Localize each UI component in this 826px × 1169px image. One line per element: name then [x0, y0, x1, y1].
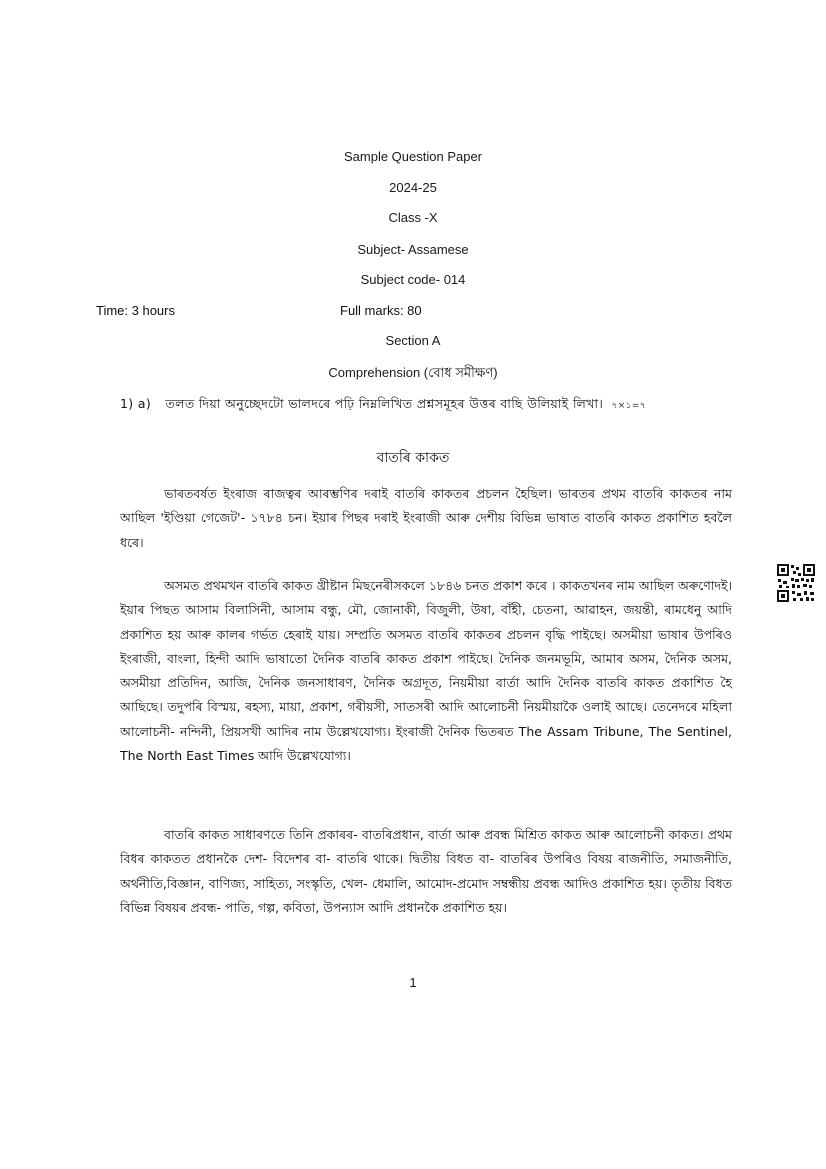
question-number: 1) a) — [120, 396, 152, 411]
paper-title: Sample Question Paper — [343, 149, 483, 164]
qr-code-icon — [776, 563, 816, 603]
question-marks: ৭×১=৭ — [611, 401, 646, 411]
subject-label: Subject- Assamese — [357, 242, 469, 257]
academic-year: 2024-25 — [389, 180, 437, 195]
paragraph-text: অসমত প্ৰথমখন বাতৰি কাকত খ্ৰীষ্টান মিছনেৰীসকলে ১৮৪৬ চনত প্ৰকাশ কৰে । কাকতখনৰ নাম আছিল অৰুণোদই। ইয়াৰ পিছত আসাম বিলাসিনী, আসাম বন্ধু, মৌ, জোনাকী, বিজুলী, উষা, বাঁহী, চেতনা, আৱাহন, জয়ন্তী, ৰামধেনু আদি প্ৰকাশিত হয় আৰু কালৰ গৰ্ভত হেৰাই যায়। সম্প্ৰতি অসমত বাতৰি কাকতৰ প্ৰচলন বৃদ্ধি পাইছে। অসমীয়া ভাষাৰ উপৰিও ইংৰাজী, বাংলা, হিন্দী আদি ভাষাতো দৈনিক বাতৰি কাকত প্ৰকাশ পাইছে। দৈনিক জনমভূমি, আমাৰ অসম, দৈনিক অসম, অসমীয়া প্ৰতিদিন, আজি, দৈনিক জনসাধাৰণ, দৈনিক অগ্ৰদূত, নিয়মীয়া বাৰ্তা আদি দৈনিক বাতৰি কাকত প্ৰকাশিত হৈ আছিছে। তদুপৰি বিস্ময়, ৰহস্য, মায়া, প্ৰকাশ, গৰীয়সী, সাতসৰী আদি আলোচনী নিয়মীয়াকৈ ওলাই আছে। তেনেদৰে মহিলা আলোচনী- নন্দিনী, প্ৰিয়সখী আদিৰ নাম উল্লেখযোগ্য। ইংৰাজী দৈনিক ভিতৰত The Assam Tribune, The Sentinel, The North East Times আদি উল্লেখযোগ্য। — [120, 578, 732, 764]
passage-heading: বাতৰি কাকত — [376, 450, 450, 466]
paragraph-text: বাতৰি কাকত সাধাৰণতে তিনি প্ৰকাৰৰ- বাতৰিপ্ৰধান, বাৰ্তা আৰু প্ৰবন্ধ মিশ্ৰিত কাকত আৰু আলোচনী কাকত। প্ৰথম বিধৰ কাকতত প্ৰধানকৈ দেশ- বিদেশৰ বা- বাতৰি থাকে। দ্বিতীয় বিধত বা- বাতৰিৰ উপৰিও বিষয় ৰাজনীতি, সমাজনীতি, অৰ্থনীতি,বিজ্ঞান, বাণিজ্য, সাহিত্য, সংস্কৃতি, খেল- ধেমালি, আমোদ-প্ৰমোদ সম্বন্ধীয় প্ৰবন্ধ আদিও প্ৰকাশিত হয়। তৃতীয় বিধত বিভিন্ন বিষয়ৰ প্ৰবন্ধ- পাতি, গল্প, কবিতা, উপন্যাস আদি প্ৰধানকৈ প্ৰকাশিত হয়। — [120, 827, 732, 915]
full-marks-label: Full marks: 80 — [340, 303, 422, 318]
subject-code: Subject code- 014 — [360, 272, 466, 287]
passage-paragraph-2 — [120, 574, 732, 768]
time-label: Time: 3 hours — [96, 303, 175, 318]
question-text: তলত দিয়া অনুচ্ছেদটো ভালদৰে পঢ়ি নিম্নলিখিত প্ৰশ্নসমূহৰ উত্তৰ বাছি উলিয়াই লিখা। — [165, 396, 604, 411]
question-1a — [120, 396, 780, 416]
class-label: Class -X — [388, 210, 438, 225]
page-number: 1 — [409, 975, 417, 990]
paragraph-text: ভাৰতবৰ্ষত ইংৰাজ ৰাজত্বৰ আৰম্ভণিৰ দৰাই বাতৰি কাকতৰ প্ৰচলন হৈছিল। ভাৰতৰ প্ৰথম বাতৰি কাকতৰ নাম আছিল 'ইণ্ডিয়া গেজেট'- ১৭৮৪ চন। ইয়াৰ পিছৰ দৰাই ইংৰাজী আৰু দেশীয় বিভিন্ন ভাষাত বাতৰি কাকত প্ৰকাশিত হবলৈ ধৰে। — [120, 486, 732, 550]
section-subtitle: Comprehension (বোধ সমীক্ষণ) — [328, 365, 498, 380]
section-title: Section A — [385, 333, 441, 348]
passage-paragraph-3 — [120, 823, 732, 920]
passage-paragraph-1 — [120, 482, 732, 555]
